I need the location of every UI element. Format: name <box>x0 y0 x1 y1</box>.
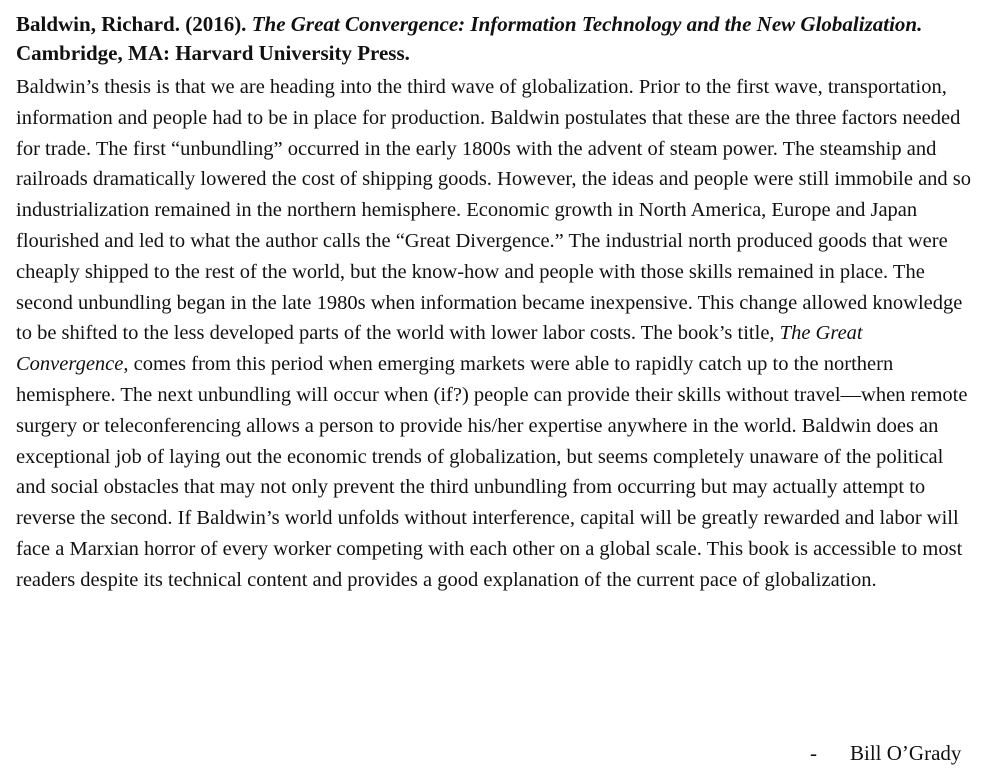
citation-book-title: The Great Convergence: Information Technology and the New Globalization. <box>251 12 923 36</box>
citation <box>16 10 976 68</box>
review-text-part2: , comes from this period when emerging markets were able to rapidly catch up to the northern hemisphere. The next unbundling will occur when (if?) people can provide their skills without travel—when remote surgery or teleconferencing allows a person to provide his/her expertise anywhere in the world. Baldwin does an exceptional job of laying out the economic trends of globalization, but seems completely unaware of the political and social obstacles that may not only prevent the third unbundling from occurring but may actually attempt to reverse the second. If Baldwin’s world unfolds without interference, capital will be greatly rewarded and labor will face a Marxian horror of every worker competing with each other on a global scale. This book is accessible to most readers despite its technical content and provides a good explanation of the current pace of globalization. <box>16 353 968 591</box>
review-paragraph <box>16 72 976 596</box>
citation-authors-year: Baldwin, Richard. (2016). <box>16 12 252 36</box>
review-title-italic: The Great Convergence <box>16 322 863 376</box>
signature <box>810 738 961 768</box>
signature-dash: - <box>810 741 817 765</box>
review-text-part1: Baldwin’s thesis is that we are heading into the third wave of globalization. Prior to the first wave, transportation, information and people had to be in place for production. Baldwin postulates that these are the three factors needed for trade. The first “unbundling” occurred in the early 1800s with the advent of steam power. The steamship and railroads dramatically lowered the cost of shipping goods. However, the ideas and people were still immobile and so industrialization remained in the northern hemisphere. Economic growth in North America, Europe and Japan flourished and led to what the author calls the “Great Divergence.” The industrial north produced goods that were cheaply shipped to the rest of the world, but the know-how and people with those skills remained in place. The second unbundling began in the late 1980s when information became inexpensive. This change allowed knowledge to be shifted to the less developed parts of the world with lower labor costs. The book’s title, <box>16 76 972 345</box>
signature-name: Bill O’Grady <box>850 741 962 765</box>
document-page <box>16 10 976 596</box>
citation-publisher: Cambridge, MA: Harvard University Press. <box>16 41 410 65</box>
